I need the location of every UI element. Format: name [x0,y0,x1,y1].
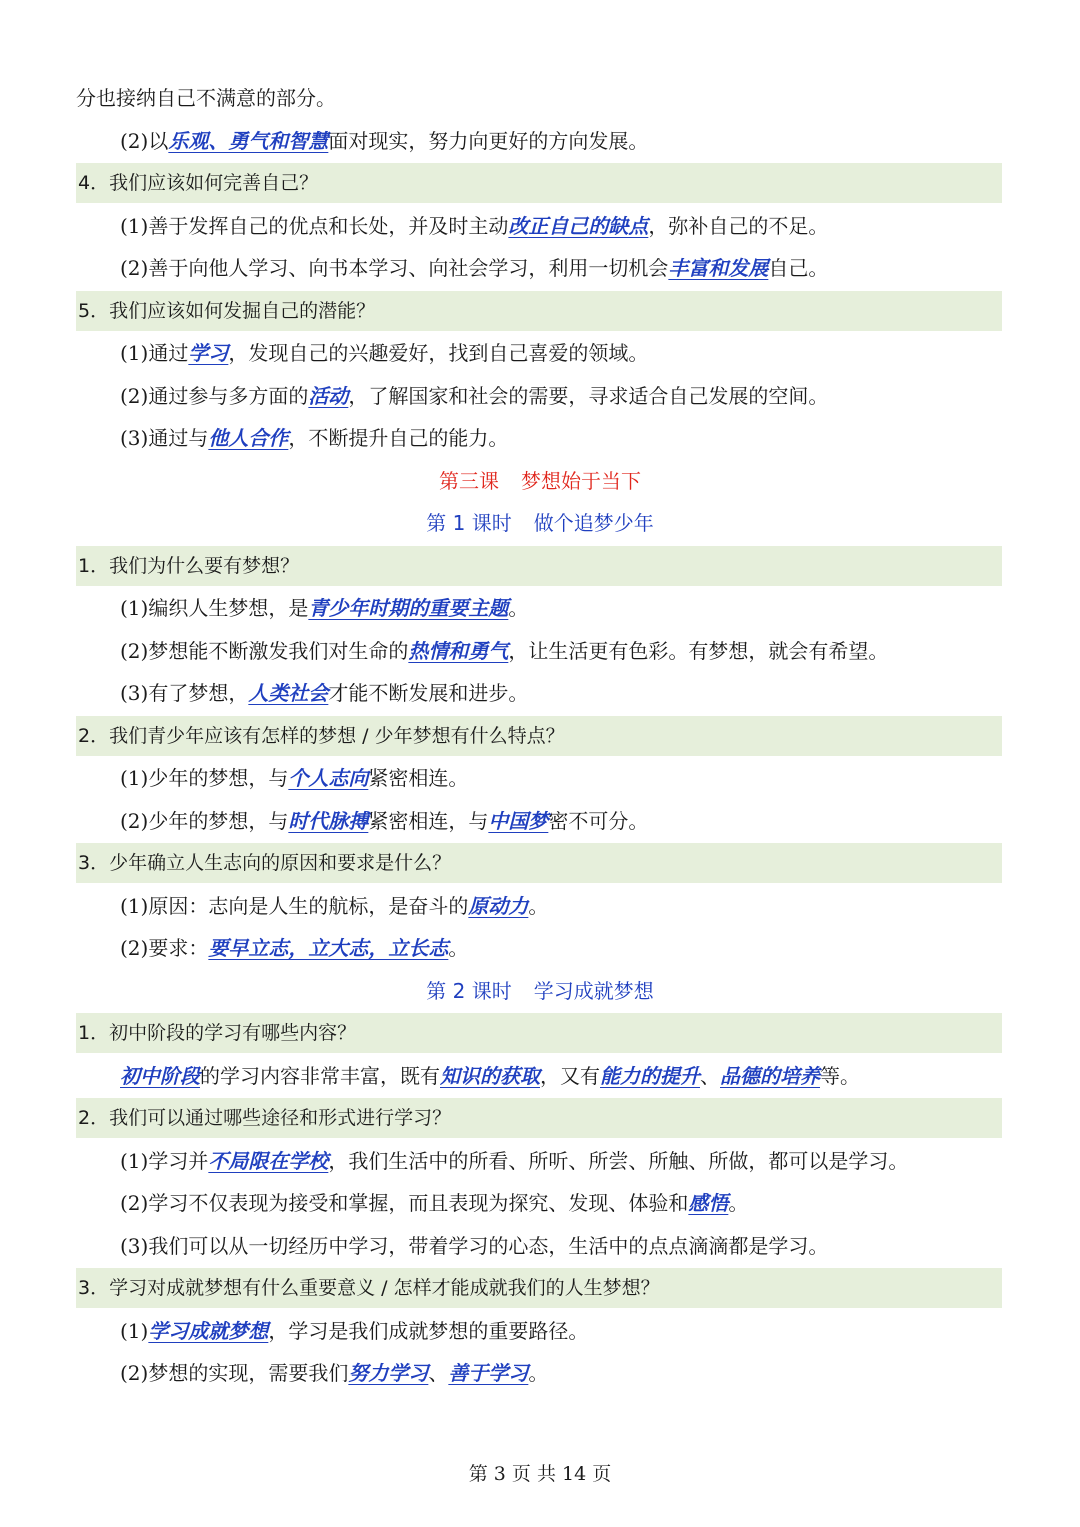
text: (3)通过与 [120,426,209,450]
keyword: 原动力 [468,894,529,918]
keyword: 学习 [188,341,229,365]
question-heading [76,1013,1002,1053]
text: (2)学习不仅表现为接受和掌握，而且表现为探究、发现、体验和 [120,1191,689,1215]
text-line [76,758,1002,798]
keyword: 知识的获取 [440,1064,540,1088]
text: 的学习内容非常丰富，既有 [200,1064,440,1088]
keyword: 青少年时期的重要主题 [308,596,509,620]
question-heading [76,843,1002,883]
keyword: 热情和勇气 [408,639,509,663]
text: (2)梦想能不断激发我们对生命的 [120,639,409,663]
text-line [76,588,1002,628]
question-text: 5．我们应该如何发掘自己的潜能？ [78,300,376,322]
text: 等。 [820,1064,860,1088]
text: ，不断提升自己的能力。 [288,426,509,450]
text: (2)以 [120,129,169,153]
question-text: 4．我们应该如何完善自己？ [78,172,319,194]
period-name: 做个追梦少年 [533,511,654,535]
text: (2)善于向他人学习、向书本学习、向社会学习，利用一切机会 [120,256,669,280]
text-line [76,928,1002,968]
keyword: 乐观、勇气和智慧 [168,129,329,153]
text: (1)少年的梦想，与 [120,766,289,790]
question-heading [76,163,1002,203]
lesson-title [0,461,1080,501]
text: ，让生活更有色彩。有梦想，就会有希望。 [508,639,889,663]
text: (1)善于发挥自己的优点和长处，并及时主动 [120,214,509,238]
text: (1) [120,1319,149,1343]
keyword: 中国梦 [488,809,549,833]
text-line [76,206,1002,246]
page-footer: 第 3 页 共 14 页 [468,1463,612,1485]
question-text: 3．学习对成就梦想有什么重要意义 / 怎样才能成就我们的人生梦想？ [78,1277,660,1299]
text-line [76,673,1002,713]
keyword: 努力学习 [348,1361,429,1385]
question-text: 2．我们青少年应该有怎样的梦想 / 少年梦想有什么特点？ [78,725,565,747]
question-heading [76,291,1002,331]
text-line [76,1226,1002,1266]
text-line [76,121,1002,161]
keyword: 个人志向 [288,766,369,790]
period-name: 学习成就梦想 [533,979,654,1003]
text: (1)编织人生梦想，是 [120,596,309,620]
text: (1)学习并 [120,1149,209,1173]
text: 面对现实，努力向更好的方向发展。 [328,129,649,153]
text-line [76,1141,1002,1181]
period-title [0,971,1080,1011]
question-heading [76,1268,1002,1308]
keyword: 改正自己的缺点 [508,214,649,238]
keyword: 他人合作 [208,426,289,450]
period-title [0,503,1080,543]
lesson-name: 梦想始于当下 [521,469,641,493]
text: (2)梦想的实现，需要我们 [120,1361,349,1385]
text: 。 [728,1191,749,1215]
question-heading [76,1098,1002,1138]
keyword: 丰富和发展 [668,256,769,280]
keyword: 要早立志，立大志，立长志 [208,936,449,960]
keyword: 能力的提升 [600,1064,700,1088]
keyword: 学习成就梦想 [148,1319,269,1343]
keyword: 善于学习 [448,1361,529,1385]
text: ，了解国家和社会的需要，寻求适合自己发展的空间。 [348,384,829,408]
text-line [76,1183,1002,1223]
text-line [76,78,1002,118]
question-text: 3．少年确立人生志向的原因和要求是什么？ [78,852,452,874]
period-number: 第 2 课时 [426,979,512,1003]
text: 密不可分。 [548,809,649,833]
keyword: 活动 [308,384,349,408]
text: 自己。 [768,256,829,280]
lesson-number: 第三课 [439,469,499,493]
text-line [76,1056,1002,1096]
text-line [76,418,1002,458]
keyword: 人类社会 [248,681,329,705]
keyword: 初中阶段 [120,1064,200,1088]
text: 。 [528,894,549,918]
keyword: 时代脉搏 [288,809,369,833]
question-text: 1．我们为什么要有梦想？ [78,555,300,577]
text: (2)要求： [120,936,209,960]
text: ，发现自己的兴趣爱好，找到自己喜爱的领域。 [228,341,649,365]
text-line [76,1353,1002,1393]
text-line [76,886,1002,926]
text: 、 [700,1064,720,1088]
text: 才能不断发展和进步。 [328,681,529,705]
text-line [76,248,1002,288]
text: 紧密相连。 [368,766,469,790]
question-heading [76,546,1002,586]
text: ，又有 [540,1064,600,1088]
text: (1)通过 [120,341,189,365]
question-heading [76,716,1002,756]
text: (2)少年的梦想，与 [120,809,289,833]
keyword: 品德的培养 [720,1064,820,1088]
text: (3)我们可以从一切经历中学习，带着学习的心态，生活中的点点滴滴都是学习。 [120,1234,829,1258]
period-number: 第 1 课时 [426,511,512,535]
text: 。 [528,1361,549,1385]
text-line [76,333,1002,373]
text: 分也接纳自己不满意的部分。 [76,86,336,110]
text: (1)原因：志向是人生的航标，是奋斗的 [120,894,469,918]
text: (2)通过参与多方面的 [120,384,309,408]
question-text: 1．初中阶段的学习有哪些内容？ [78,1022,357,1044]
text-line [76,801,1002,841]
text: 、 [428,1361,449,1385]
text: ，学习是我们成就梦想的重要路径。 [268,1319,589,1343]
text: (3)有了梦想， [120,681,249,705]
text: ，我们生活中的所看、所听、所尝、所触、所做，都可以是学习。 [328,1149,909,1173]
question-text: 2．我们可以通过哪些途径和形式进行学习？ [78,1107,452,1129]
text: 紧密相连，与 [368,809,489,833]
text-line [76,631,1002,671]
keyword: 不局限在学校 [208,1149,329,1173]
text-line [76,1311,1002,1351]
text-line [76,376,1002,416]
keyword: 感悟 [688,1191,729,1215]
text: ，弥补自己的不足。 [648,214,829,238]
text: 。 [508,596,529,620]
text: 。 [448,936,469,960]
